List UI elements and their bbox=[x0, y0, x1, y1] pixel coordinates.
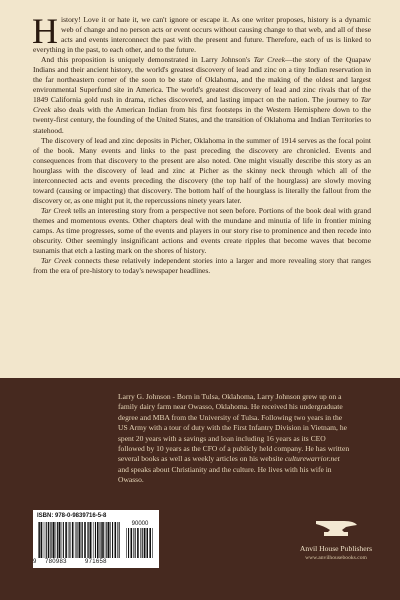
barcode-bar bbox=[41, 522, 43, 558]
barcode-bar bbox=[119, 522, 120, 558]
author-bio-a: Larry G. Johnson - Born in Tulsa, Oklahoma, Larry Johnson grew up on a family dairy farm near Owasso, Oklahoma. He received his undergraduate degree and MBA from the University of Tulsa. Following two years in the US Army with a tour of duty with the First Infantry Division in Vietnam, he spent 20 years with a savings and loan including 16 years as its CEO followed by 10 years as the CFO of a publicly held company. He has written several books as well as weekly articles on his website bbox=[118, 392, 350, 464]
barcode-bar bbox=[108, 522, 110, 558]
addon-bar bbox=[152, 528, 153, 558]
barcode-bar bbox=[63, 522, 64, 558]
blurb-paragraph-2 bbox=[33, 55, 371, 135]
barcode-bar bbox=[97, 522, 99, 558]
barcode-bar bbox=[48, 522, 50, 558]
barcode-bar bbox=[39, 522, 40, 558]
addon-bar bbox=[140, 528, 141, 558]
addon-bar bbox=[137, 528, 139, 558]
anvil-logo-icon bbox=[314, 518, 358, 538]
barcode-bar bbox=[51, 522, 52, 558]
addon-bar bbox=[131, 528, 133, 558]
book-title-ref: Tar Creek bbox=[253, 55, 285, 65]
isbn-barcode bbox=[33, 510, 159, 568]
blurb-p1-text: istory! Love it or hate it, we can't ignore or escape it. As one writer proposes, history is a dynamic web of change and no person acts or event occurs without causing change to that web, and all of these acts and events interconnect the past with the present and future. Therefore, each of us is linked to everything in the past, to each other, and to the future. bbox=[33, 15, 371, 55]
barcode-bar bbox=[50, 522, 51, 558]
blurb-p4-text: tells an interesting story from a perspective not seen before. Portions of the book deal with grand themes and momentous events. Other chapters deal with the mundane and minutia of life in frontier mining camps. As time progresses, some of the events and players in our story rise to prominence and then recede into obscurity. Other seemingly insignificant actions and events create ripples that become waves that become tsunamis that etch a lasting mark on the shores of history. bbox=[33, 205, 371, 256]
barcode-digits-right: 971658 bbox=[85, 559, 107, 565]
barcode-bar bbox=[82, 522, 83, 558]
barcode-bar bbox=[112, 522, 113, 558]
isbn-label: ISBN: 978-0-9839716-5-8 bbox=[37, 513, 107, 519]
barcode-bar bbox=[69, 522, 70, 558]
price-addon-number: 90000 bbox=[131, 521, 149, 527]
barcode-bar bbox=[44, 522, 45, 558]
barcode-bar bbox=[117, 522, 118, 558]
barcode-bar bbox=[95, 522, 96, 558]
barcode-bar bbox=[100, 522, 101, 558]
addon-bar bbox=[144, 528, 146, 558]
barcode-bar bbox=[106, 522, 107, 558]
barcode-bar bbox=[38, 522, 39, 558]
barcode-bar bbox=[90, 522, 92, 558]
barcode-bar bbox=[105, 522, 106, 558]
addon-bar bbox=[142, 528, 143, 558]
addon-bar bbox=[126, 528, 127, 558]
barcode-bar bbox=[93, 522, 94, 558]
book-title-ref: Tar Creek bbox=[41, 256, 72, 266]
publisher-name: Anvil House Publishers bbox=[299, 544, 373, 553]
barcode-bar bbox=[75, 522, 76, 558]
barcode-bar bbox=[72, 522, 74, 558]
addon-bar bbox=[128, 528, 129, 558]
drop-cap: H bbox=[32, 11, 58, 51]
barcode-bar bbox=[46, 522, 47, 558]
blurb-paragraph-4 bbox=[33, 206, 371, 256]
blurb-p2-c: also deals with the American Indian from his first footsteps in the Western Hemisphere down to the twenty-first century, the founding of the United States, and the transition of Oklahoma and Indian Territories to statehood. bbox=[33, 105, 371, 135]
barcode-bar bbox=[101, 522, 102, 558]
barcode-bar bbox=[59, 522, 61, 558]
barcode-bar bbox=[53, 522, 55, 558]
barcode-bar bbox=[76, 522, 77, 558]
blurb-paragraph-3 bbox=[33, 136, 371, 206]
barcode-bar bbox=[81, 522, 82, 558]
barcode-bar bbox=[110, 522, 111, 558]
barcode-bar bbox=[87, 522, 88, 558]
barcode-bar bbox=[115, 522, 117, 558]
barcode-bar bbox=[88, 522, 89, 558]
addon-bar bbox=[146, 528, 147, 558]
blurb-text bbox=[32, 11, 372, 276]
addon-bar bbox=[149, 528, 151, 558]
barcode-bar bbox=[56, 522, 57, 558]
barcode-bar bbox=[102, 522, 104, 558]
blurb-p5-text: connects these relatively independent stories into a larger and more revealing story that ranges from the era of pre-history to today's newspaper headlines. bbox=[33, 256, 371, 276]
barcode-bar bbox=[68, 522, 69, 558]
blurb-paragraph-1 bbox=[32, 11, 371, 55]
publisher-url: www.anvilhousebooks.com bbox=[305, 555, 367, 561]
barcode-bar bbox=[61, 522, 62, 558]
addon-bar bbox=[135, 528, 136, 558]
book-title-ref: Tar Creek bbox=[33, 95, 371, 115]
blurb-p2-b: —the story of the Quapaw Indians and their ancient history, the world's greatest discovery of lead and zinc on a tiny Indian reservation in the far northeastern corner of the soon to be state of Oklahoma, and the making of the oldest and largest environmental Superfund site in America. The world's greatest discovery of lead and zinc rivals that of the 1849 California gold rush in drama, riches discovered, and lasting impact on the nation. The journey to bbox=[33, 55, 372, 105]
barcode-bars bbox=[38, 522, 122, 560]
author-website: culturewarrior.net bbox=[284, 454, 340, 464]
blurb-paragraph-5 bbox=[33, 256, 371, 276]
blurb-p3-text: The discovery of lead and zinc deposits in Picher, Oklahoma in the summer of 1914 serves as the focal point of the book. Many events and links to the past preceding the discovery are chronicled. Events and consequences from that discovery to the present are also noted. One might visually describe this story as an hourglass with the discovery of lead and zinc at Picher as the skinny neck through which all of the interconnected acts and events preceding the discovery (the top half of the hourglass) are slowly moving toward (causing or impacting) that discovery. The bottom half of the hourglass is literally the fallout from the discovery or, as one might put it, the repercussions ninety years later. bbox=[33, 135, 371, 205]
addon-bars bbox=[126, 528, 154, 558]
addon-bar bbox=[133, 528, 134, 558]
book-title-ref: Tar Creek bbox=[41, 205, 72, 215]
author-bio bbox=[118, 392, 350, 486]
barcode-bar bbox=[65, 522, 67, 558]
barcode-bar bbox=[57, 522, 58, 558]
blurb-p2-a: And this proposition is uniquely demonstrated in Larry Johnson's bbox=[41, 55, 254, 65]
barcode-bar bbox=[84, 522, 86, 558]
barcode-digit-lead: 9 bbox=[33, 559, 37, 565]
author-bio-b: and speaks about Christianity and the culture. He lives with his wife in Owasso. bbox=[118, 464, 332, 485]
barcode-bar bbox=[79, 522, 81, 558]
addon-bar bbox=[147, 528, 148, 558]
barcode-digits-left: 780983 bbox=[45, 559, 67, 565]
